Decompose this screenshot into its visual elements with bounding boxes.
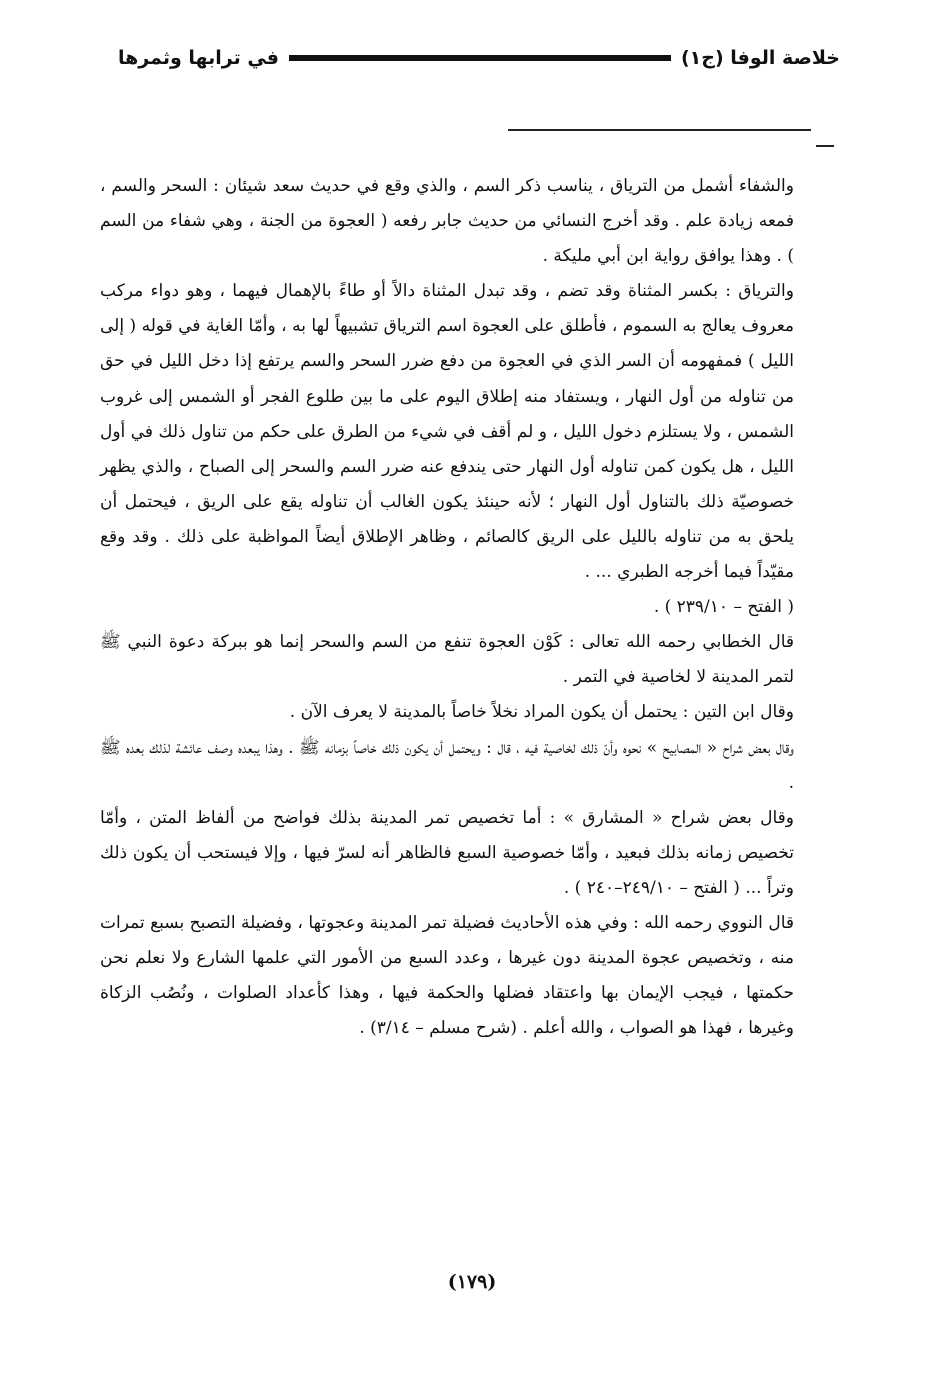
paragraph: والشفاء أشمل من الترياق ، يناسب ذكر السم ، والذي وقع في حديث سعد شيئان : السحر والسم ، فمعه زيادة علم . وقد أخرج النسائي من حديث جابر رفعه ( العجوة من الجنة ، وهي شفاء من السم ) . وهذا يوافق رواية ابن أبي مليكة . [100, 176, 794, 267]
paragraph: وقال بعض شراح « المشارق » : أما تخصيص تمر المدينة بذلك فواضح من ألفاظ المتن ، وأمّا تخصيص زمانه بذلك فبعيد ، وأمّا خصوصية السبع فالظاهر أنه لسرّ فيها ، وإلا فيستحب أن يكون ذلك وتراً ... ( الفتح – ٢٤٩/١٠–٢٤٠ ) . [100, 807, 794, 898]
paragraph: قال النووي رحمه الله : وفي هذه الأحاديث فضيلة تمر المدينة وعجوتها ، وفضيلة التصبح بسبع تمرات منه ، وتخصيص عجوة المدينة دون غيرها ، وعدد السبع من الأمور التي علمها الشارع ولا نعلم نحن حكمتها ، فيجب الإيمان بها واعتقاد فضلها والحكمة فيها ، وهذا كأعداد الصلوات ، ونُصُب الزكاة وغيرها ، فهذا هو الصواب ، والله أعلم . (شرح مسلم – ٣/١٤) . [100, 912, 794, 1039]
paragraph: وقال ابن التين : يحتمل أن يكون المراد نخلاً خاصاً بالمدينة لا يعرف الآن . [289, 702, 794, 723]
header-rule [289, 55, 671, 61]
footnote-dash [816, 145, 834, 147]
separator-line [508, 129, 811, 131]
running-header [118, 38, 840, 78]
body-text [100, 169, 794, 1046]
paragraph: وقال بعض شراح « المصابيح » نحوه وأنّ ذلك لخاصية فيه ، قال : ويحتمل أن يكون ذلك خاصاً بزمانه ﷺ . وهذا يبعده وصف عائشة لذلك بعده ﷺ . [100, 737, 794, 793]
chapter-title: في ترابها وثمرها [118, 47, 279, 69]
page-number: (١٧٩) [447, 1271, 497, 1293]
book-title: خلاصة الوفا (ج١) [680, 47, 840, 69]
paragraph: قال الخطابي رحمه الله تعالى : كَوْن العجوة تنفع من السم والسحر إنما هو ببركة دعوة النبي ﷺ لتمر المدينة لا لخاصية في التمر . [100, 632, 794, 688]
citation: ( الفتح – ٢٣٩/١٠ ) . [653, 597, 794, 618]
paragraph: والترياق : بكسر المثناة وقد تضم ، وقد تبدل المثناة دالاً أو طاءً بالإهمال فيهما ، وهو دواء مركب معروف يعالج به السموم ، فأطلق على العجوة اسم الترياق تشبيهاً لها به ، وأمّا الغاية في قوله ( إلى الليل ) فمفهومه أن السر الذي في العجوة من دفع ضرر السحر والسم يرتفع إذا دخل الليل في حق من تناوله من أول النهار ، ويستفاد منه إطلاق اليوم على ما بين طلوع الفجر أو الشمس إلى غروب الشمس ، ولا يستلزم دخول الليل ، و لم أقف في شيء من الطرق على حكم من تناول ذلك في أول الليل ، هل يكون كمن تناوله أول النهار حتى يندفع عنه ضرر السم والسحر إلى الصباح ، والذي يظهر خصوصيّة ذلك بالتناول أول النهار ؛ لأنه حينئذ يكون الغالب أن تناوله يقع على الريق ، فيحتمل أن يلحق به من تناوله بالليل على الريق كالصائم ، وظاهر الإطلاق أيضاً المواظبة على ذلك . وقد وقع مقيّداً فيما أخرجه الطبري ... . [100, 281, 794, 583]
